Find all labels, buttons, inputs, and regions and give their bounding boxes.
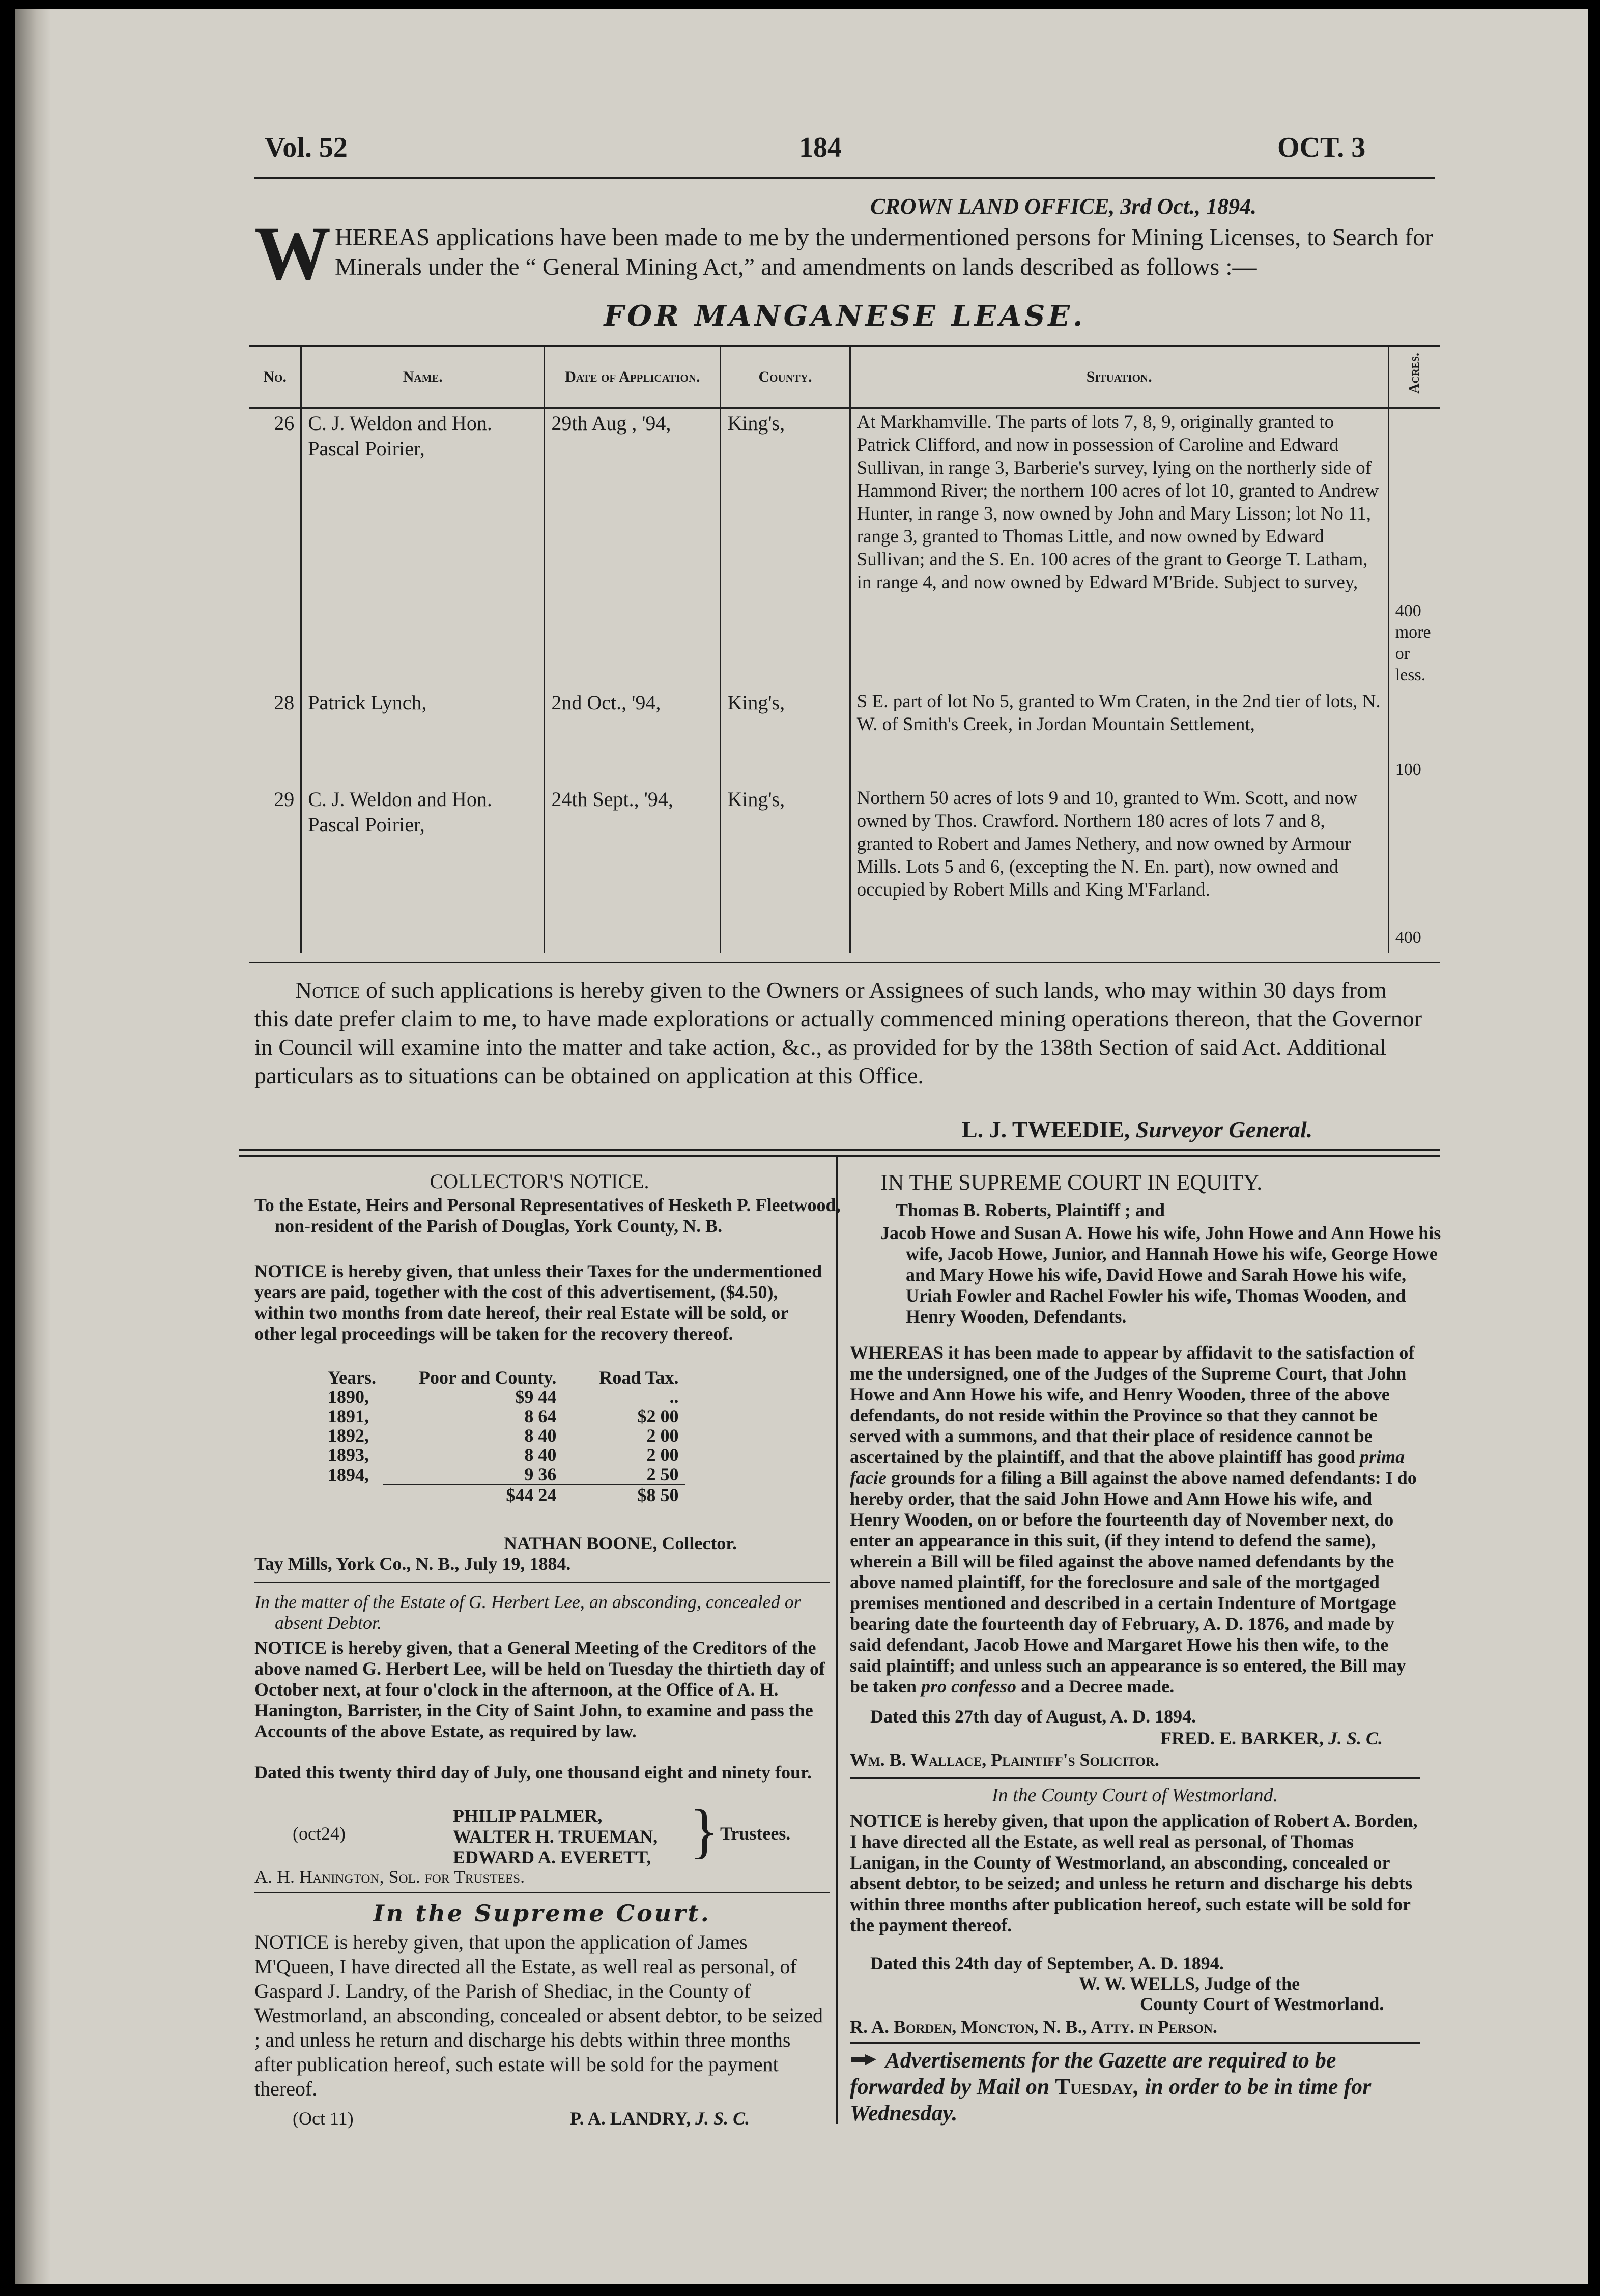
tax-year: 1894, [328,1464,369,1485]
gazette-page [15,9,1588,2284]
rule-before-advert [850,2042,1420,2044]
col-date: Date of Application. [545,347,721,408]
row-no: 29 [274,787,295,811]
trustee-name: WALTER H. TRUEMAN, [453,1826,658,1847]
advert-notice [850,2047,1425,2127]
crown-signature [962,1116,1312,1143]
county-court-judge-court: County Court of Westmorland. [1140,1994,1384,2014]
rule-after-equity [850,1777,1420,1779]
lee-dated: Dated this twenty third day of July, one thousand eight and ninety four. [254,1762,812,1783]
notice-lead: Notice [295,977,360,1003]
landry-name: P. A. LANDRY, [570,2108,691,2129]
col-acres: Acres. [1388,347,1440,408]
county-court-atty: R. A. Borden, Moncton, N. B., Atty. in Person. [850,2017,1217,2037]
trustee-brace-icon: } [690,1797,719,1864]
lee-body: NOTICE is hereby given, that a General Meeting of the Creditors of the above named G. Herbert Lee, will be held on Tuesday the thirtieth day of October next, at four o'clock in the afternoon, at the Office of A. H. Hanington, Barrister, in the City of Saint John, to examine and pass the Accounts of the above Estate, as required by law. [254,1638,825,1741]
lee-ref: (oct24) [293,1823,346,1844]
barker-name: FRED. E. BARKER, [1160,1728,1324,1748]
tax-totals-row [321,1485,685,1505]
crown-intro [254,211,1435,296]
table-row [321,1387,685,1407]
equity-dated: Dated this 27th day of August, A. D. 1894. [870,1706,1196,1727]
table-row [249,785,1440,953]
rule-after-lee [254,1892,830,1893]
volume-label: Vol. 52 [265,132,348,163]
table-bottom-rule [249,962,1440,963]
table-row [249,408,1440,688]
row-date: 24th Sept., '94, [545,785,721,953]
equity-body-b: grounds for a filing a Bill against the above named defendants: I do hereby order, that the said John Howe and Ann Howe his wife, and Henry Wooden, on or before the fourteenth day of November next, do enter an appearance in this suit, (if they intend to defend the same), wherein a Bill will be filed against the above named defendants by the above named plaintiff, for the foreclosure and sale of the mortgaged premises mentioned and described in a certain Indenture of Mortgage bearing date the fourteenth day of February, A. D. 1876, and made by said defendant, Jacob Howe and Margaret Howe his then wife, to the said plaintiff; and unless such an appearance is so entered, the Bill may be taken [850,1468,1417,1697]
advert-tuesday: Tuesday [1055,2074,1134,2099]
row-acres: 400 [1388,785,1440,953]
row-no: 26 [274,412,295,435]
tax-year: 1893, [328,1445,369,1465]
lee-solicitor: A. H. Hanington, Sol. for Trustees. [254,1867,525,1887]
tax-total-label [321,1485,383,1505]
col-no: No. [249,347,301,408]
supreme-court-title: In the Supreme Court. [373,1900,711,1927]
lease-table [249,347,1440,953]
pointing-hand-icon [850,2052,880,2068]
row-name: Patrick Lynch, [301,688,545,785]
supreme-court-ref: (Oct 11) [293,2108,354,2129]
trustees-label: Trustees. [720,1823,791,1844]
column-divider [836,1157,838,2124]
row-name: C. J. Weldon and Hon. Pascal Poirier, [301,408,545,688]
lee-heading: In the matter of the Estate of G. Herbert Lee, an absconding, concealed or absent Debtor. [254,1592,801,1633]
county-court-body: NOTICE is hereby given, that upon the application of Robert A. Borden, I have directed all the Estate, as well real as personal, of Thomas Lanigan, in the County of Westmorland, an absconding, concealed or absent debtor, to be seized; and unless he return and discharge his debts within three months after publication hereof, such estate will be sold for the payment thereof. [850,1811,1418,1935]
tax-road: 2 00 [646,1445,679,1465]
intro-dropcap: W [254,211,331,296]
collector-title: COLLECTOR'S NOTICE. [430,1170,649,1193]
row-name: C. J. Weldon and Hon. Pascal Poirier, [301,785,545,953]
tax-col-road: Road Tax. [599,1367,679,1388]
row-county: King's, [721,408,850,688]
tax-road: .. [669,1387,679,1407]
page-number: 184 [799,132,842,163]
equity-plaintiff: Thomas B. Roberts, Plaintiff ; and [896,1200,1165,1220]
tax-poor: 8 40 [524,1425,557,1446]
tax-table [321,1368,685,1505]
table-row [249,688,1440,785]
landry-title: J. S. C. [695,2108,750,2129]
tax-road: $2 00 [637,1406,679,1426]
tax-year: 1892, [328,1425,369,1446]
supreme-court-body: NOTICE is hereby given, that upon the application of James M'Queen, I have directed all the Estate, as well real as personal, of Gaspard J. Landry, of the Parish of Shediac, in the County of Westmorland, an absconding, concealed or absent debtor, to be seized ; and unless he return and discharge his debts within three months after publication hereof, such estate will be sold for the payment thereof. [254,1931,823,2100]
row-county: King's, [721,688,850,785]
tax-total-poor: $44 24 [506,1485,557,1505]
tax-total-road: $8 50 [637,1485,679,1505]
tax-poor: 8 40 [524,1445,557,1465]
table-row [321,1426,685,1445]
notice-body: of such applications is hereby given to the Owners or Assignees of such lands, who may within 30 days from this date prefer claim to me, to have made explorations or actually commenced mining operations thereon, that the Governor in Council will examine into the matter and take action, &c., as provided for by the 138th Section of said Act. Additional particulars as to situations can be obtained on application at this Office. [254,977,1422,1088]
crown-land-office-line: CROWN LAND OFFICE, 3rd Oct., 1894. [870,194,1257,219]
lease-title: FOR MANGANESE LEASE. [604,299,1086,333]
col-county: County. [721,347,850,408]
tax-poor: $9 44 [515,1387,557,1407]
county-court-heading: In the County Court of Westmorland. [991,1785,1278,1806]
collector-signer: NATHAN BOONE, Collector. [504,1533,737,1554]
row-situation: Northern 50 acres of lots 9 and 10, granted to Wm. Scott, and now owned by Thos. Crawford. Northern 180 acres of lots 7 and 8, granted to Robert and James Nethery, and now owned by Armour Mills. Lots 5 and 6, (excepting the N. En. part), now owned and occupied by Robert Mills and King M'Farland. [850,785,1388,953]
table-row [321,1445,685,1465]
county-court-dated: Dated this 24th day of September, A. D. 1894. [870,1953,1224,1973]
row-acres: 400 more or less. [1388,408,1440,688]
tax-poor: 9 36 [383,1465,563,1485]
row-situation: S E. part of lot No 5, granted to Wm Craten, in the 2nd tier of lots, N. W. of Smith's Creek, in Jordan Mountain Settlement, [850,688,1388,785]
equity-defendants: Jacob Howe and Susan A. Howe his wife, John Howe and Ann Howe his wife, Jacob Howe, Junior, and Hannah Howe his wife, George Howe and Mary Howe his wife, David Howe and Sarah Howe his wife, Uriah Fowler and Rachel Fowler his wife, Thomas Wooden, and Henry Wooden, Defendants. [880,1223,1441,1327]
row-acres: 100 [1388,688,1440,785]
tax-table-header [321,1368,685,1387]
equity-body-a: WHEREAS it has been made to appear by affidavit to the satisfaction of me the undersigned, one of the Judges of the Supreme Court, that John Howe and Ann Howe his wife, and Henry Wooden, three of the above defendants, do not reside within the Province so that they cannot be served with a summons, and that their place of residence cannot be ascertained by the plaintiff, and that the above plaintiff has good [850,1342,1415,1467]
intro-text: HEREAS applications have been made to me by the undermentioned persons for Mining Licenses, to Search for Minerals under the “ General Mining Act,” and amendments on lands described as follows :— [335,224,1434,280]
header-rule [254,177,1435,179]
supreme-court-signer [570,2108,750,2129]
lease-table-header [249,347,1440,408]
rule-after-collector [254,1582,830,1583]
crown-notice [254,976,1425,1090]
issue-date: OCT. 3 [1277,132,1366,163]
trustee-list [453,1805,658,1868]
trustee-name: EDWARD A. EVERETT, [453,1847,651,1868]
tax-poor: 8 64 [524,1406,557,1426]
equity-solicitor: Wm. B. Wallace, Plaintiff's Solicitor. [850,1749,1159,1770]
row-date: 29th Aug , '94, [545,408,721,688]
equity-body-c: and a Decree made. [1021,1676,1175,1697]
advert-text-b: , in order to be in time for Wednesday. [850,2074,1372,2126]
row-date: 2nd Oct., '94, [545,688,721,785]
tax-year: 1890, [328,1387,369,1407]
equity-body [850,1342,1420,1697]
collector-body: NOTICE is hereby given, that unless their Taxes for the undermentioned years are paid, together with the cost of this advertisement, ($4.50), within two months from date hereof, their real Estate will be sold, or other legal proceedings will be taken for the recovery thereof. [254,1261,822,1344]
surveyor-name: L. J. TWEEDIE, [962,1116,1130,1142]
tax-col-poor: Poor and County. [418,1367,557,1388]
barker-title: J. S. C. [1328,1728,1383,1748]
section-rule-2 [239,1155,1440,1157]
equity-title: IN THE SUPREME COURT IN EQUITY. [880,1170,1263,1195]
surveyor-title: Surveyor General. [1135,1116,1313,1142]
equity-judge [1160,1728,1383,1749]
collector-place: Tay Mills, York Co., N. B., July 19, 1884. [254,1554,571,1574]
tax-road: 2 00 [646,1425,679,1446]
col-situation: Situation. [850,347,1388,408]
county-court-judge: W. W. WELLS, Judge of the [1079,1973,1300,1994]
tax-col-years: Years. [328,1367,376,1388]
table-row [321,1465,685,1485]
advert-text-a: Advertisements for the Gazette are required to be forwarded by Mail on [850,2048,1336,2099]
section-rule-1 [239,1149,1440,1151]
row-county: King's, [721,785,850,953]
equity-prima-facie: prima facie [850,1447,1405,1488]
col-name: Name. [301,347,545,408]
row-situation: At Markhamville. The parts of lots 7, 8, 9, originally granted to Patrick Clifford, and now in possession of Caroline and Edward Sullivan, in range 3, Barberie's survey, lying on the northerly side of Hammond River; the northern 100 acres of lot 10, granted to Andrew Hunter, in range 3, now owned by John and Mary Lisson; lot No 11, range 3, granted to Thomas Little, and now owned by Edward Sullivan; and the S. En. 100 acres of the grant to George T. Latham, in range 4, and now owned by Edward M'Bride. Subject to survey, [850,408,1388,688]
equity-pro-confesso: pro confesso [921,1676,1017,1697]
trustee-name: PHILIP PALMER, [453,1805,603,1826]
tax-road: 2 50 [563,1465,685,1485]
table-row [321,1407,685,1426]
tax-year: 1891, [328,1406,369,1426]
collector-addressee: To the Estate, Heirs and Personal Representatives of Hesketh P. Fleetwood, non-resident of the Parish of Douglas, York County, N. B. [254,1195,841,1236]
row-no: 28 [274,691,295,714]
